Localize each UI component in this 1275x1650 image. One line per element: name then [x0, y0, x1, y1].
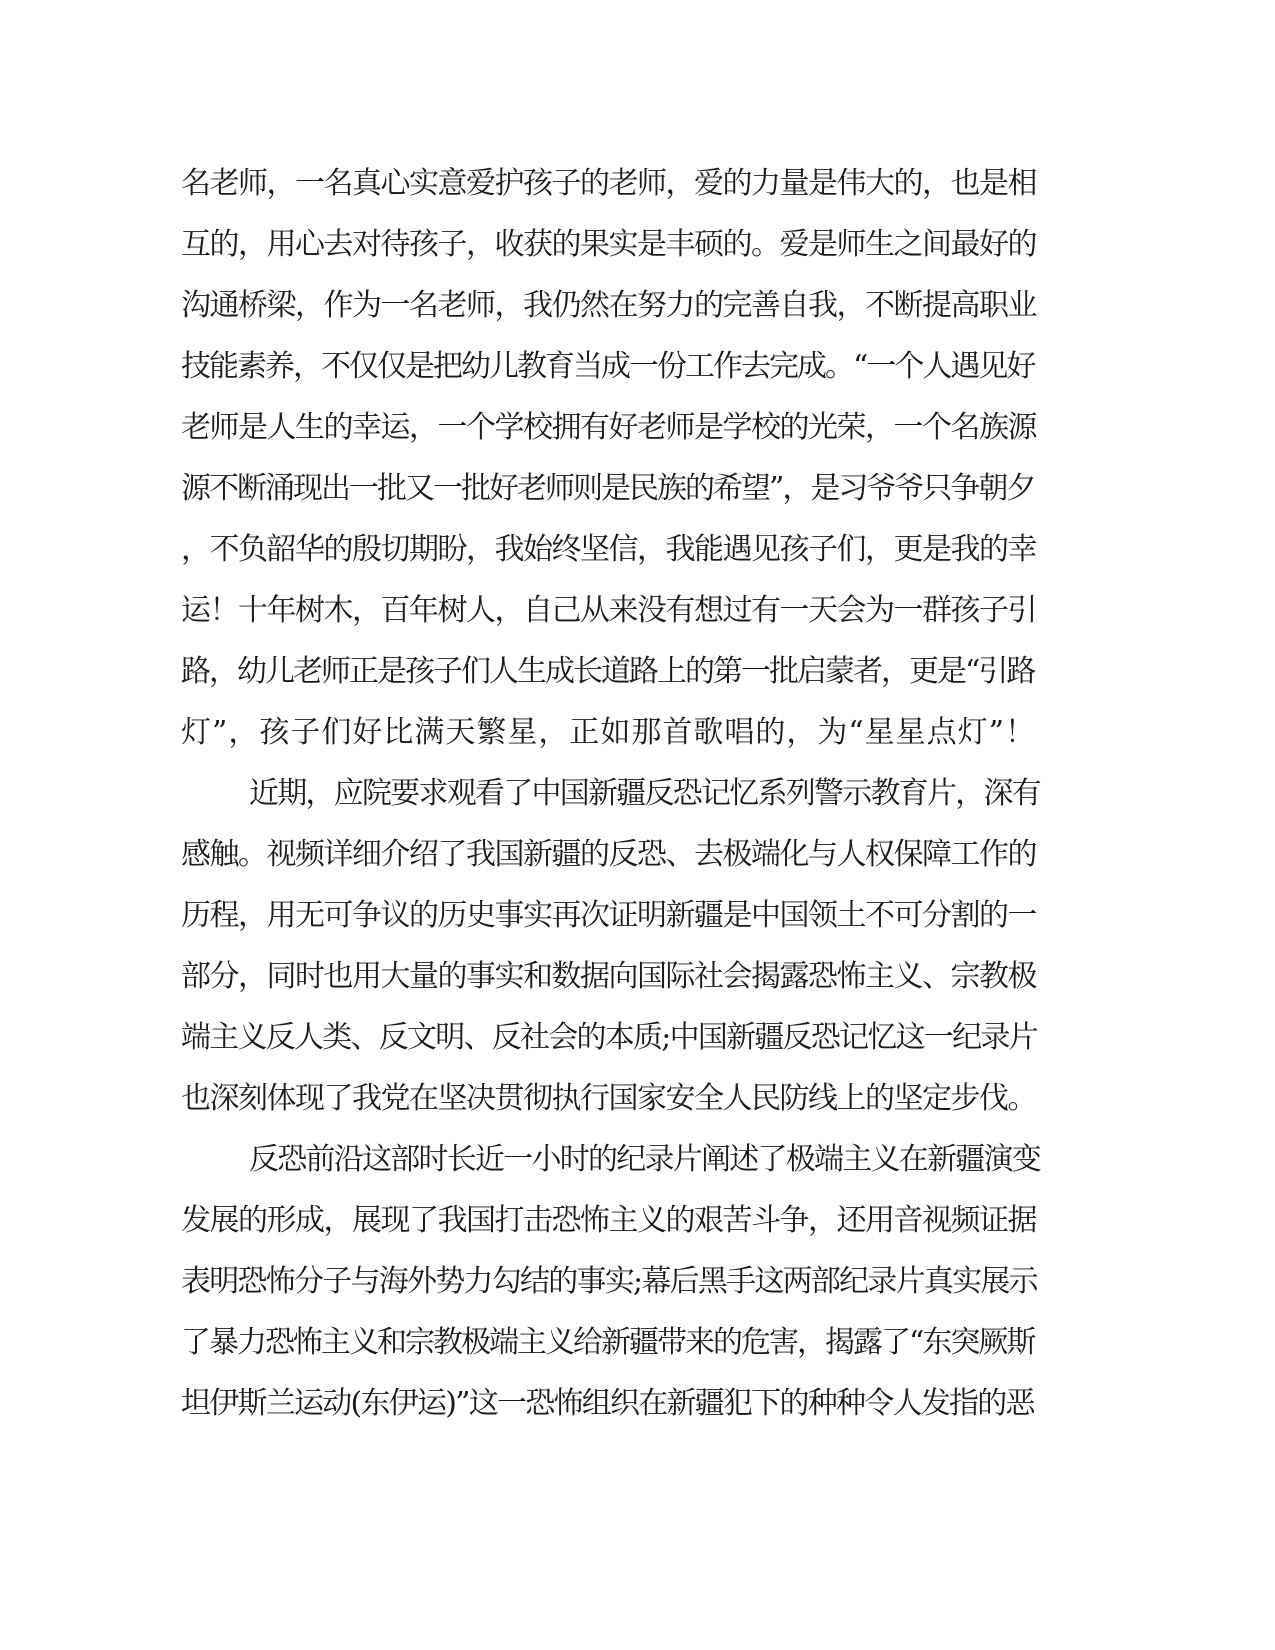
paragraph-first-line: 反恐前沿这部时长近一小时的纪录片阐述了极端主义在新疆演变 — [249, 1142, 1040, 1177]
text-line: 历程，用无可争议的历史事实再次证明新疆是中国领土不可分割的一 — [181, 898, 1036, 933]
text-line: ，不负韶华的殷切期盼，我始终坚信，我能遇见孩子们，更是我的幸 — [181, 532, 1036, 567]
text-line: 名老师，一名真心实意爱护孩子的老师，爱的力量是伟大的，也是相 — [181, 166, 1036, 201]
text-line: 感触。视频详细介绍了我国新疆的反恐、去极端化与人权保障工作的 — [181, 837, 1036, 872]
text-line: 源不断涌现出一批又一批好老师则是民族的希望”，是习爷爷只争朝夕 — [181, 471, 1035, 506]
text-line: 老师是人生的幸运，一个学校拥有好老师是学校的光荣，一个名族源 — [181, 410, 1036, 445]
text-line: 端主义反人类、反文明、反社会的本质;中国新疆反恐记忆这一纪录片 — [181, 1020, 1037, 1055]
text-line: 沟通桥梁，作为一名老师，我仍然在努力的完善自我，不断提高职业 — [181, 288, 1036, 323]
text-line: 发展的形成，展现了我国打击恐怖主义的艰苦斗争，还用音视频证据 — [181, 1203, 1036, 1238]
text-line: 坦伊斯兰运动(东伊运)”这一恐怖组织在新疆犯下的种种令人发指的恶 — [181, 1386, 1034, 1421]
text-line: 表明恐怖分子与海外势力勾结的事实;幕后黑手这两部纪录片真实展示 — [181, 1264, 1037, 1299]
text-line: 也深刻体现了我党在坚决贯彻执行国家安全人民防线上的坚定步伐。 — [181, 1081, 1036, 1116]
body-text — [181, 153, 1041, 1434]
text-line: 互的，用心去对待孩子，收获的果实是丰硕的。爱是师生之间最好的 — [181, 227, 1036, 262]
paragraph-first-line: 近期，应院要求观看了中国新疆反恐记忆系列警示教育片，深有 — [249, 776, 1040, 811]
text-line: 灯”，孩子们好比满天繁星，正如那首歌唱的，为“星星点灯”！ — [181, 715, 1037, 750]
text-line: 路，幼儿老师正是孩子们人生成长道路上的第一批启蒙者，更是“引路 — [181, 654, 1035, 689]
text-line: 运！十年树木，百年树人，自己从来没有想过有一天会为一群孩子引 — [181, 593, 1036, 628]
text-line: 技能素养，不仅仅是把幼儿教育当成一份工作去完成。“一个人遇见好 — [181, 349, 1035, 384]
text-line: 了暴力恐怖主义和宗教极端主义给新疆带来的危害，揭露了“东突厥斯 — [181, 1325, 1035, 1360]
text-line: 部分，同时也用大量的事实和数据向国际社会揭露恐怖主义、宗教极 — [181, 959, 1036, 994]
